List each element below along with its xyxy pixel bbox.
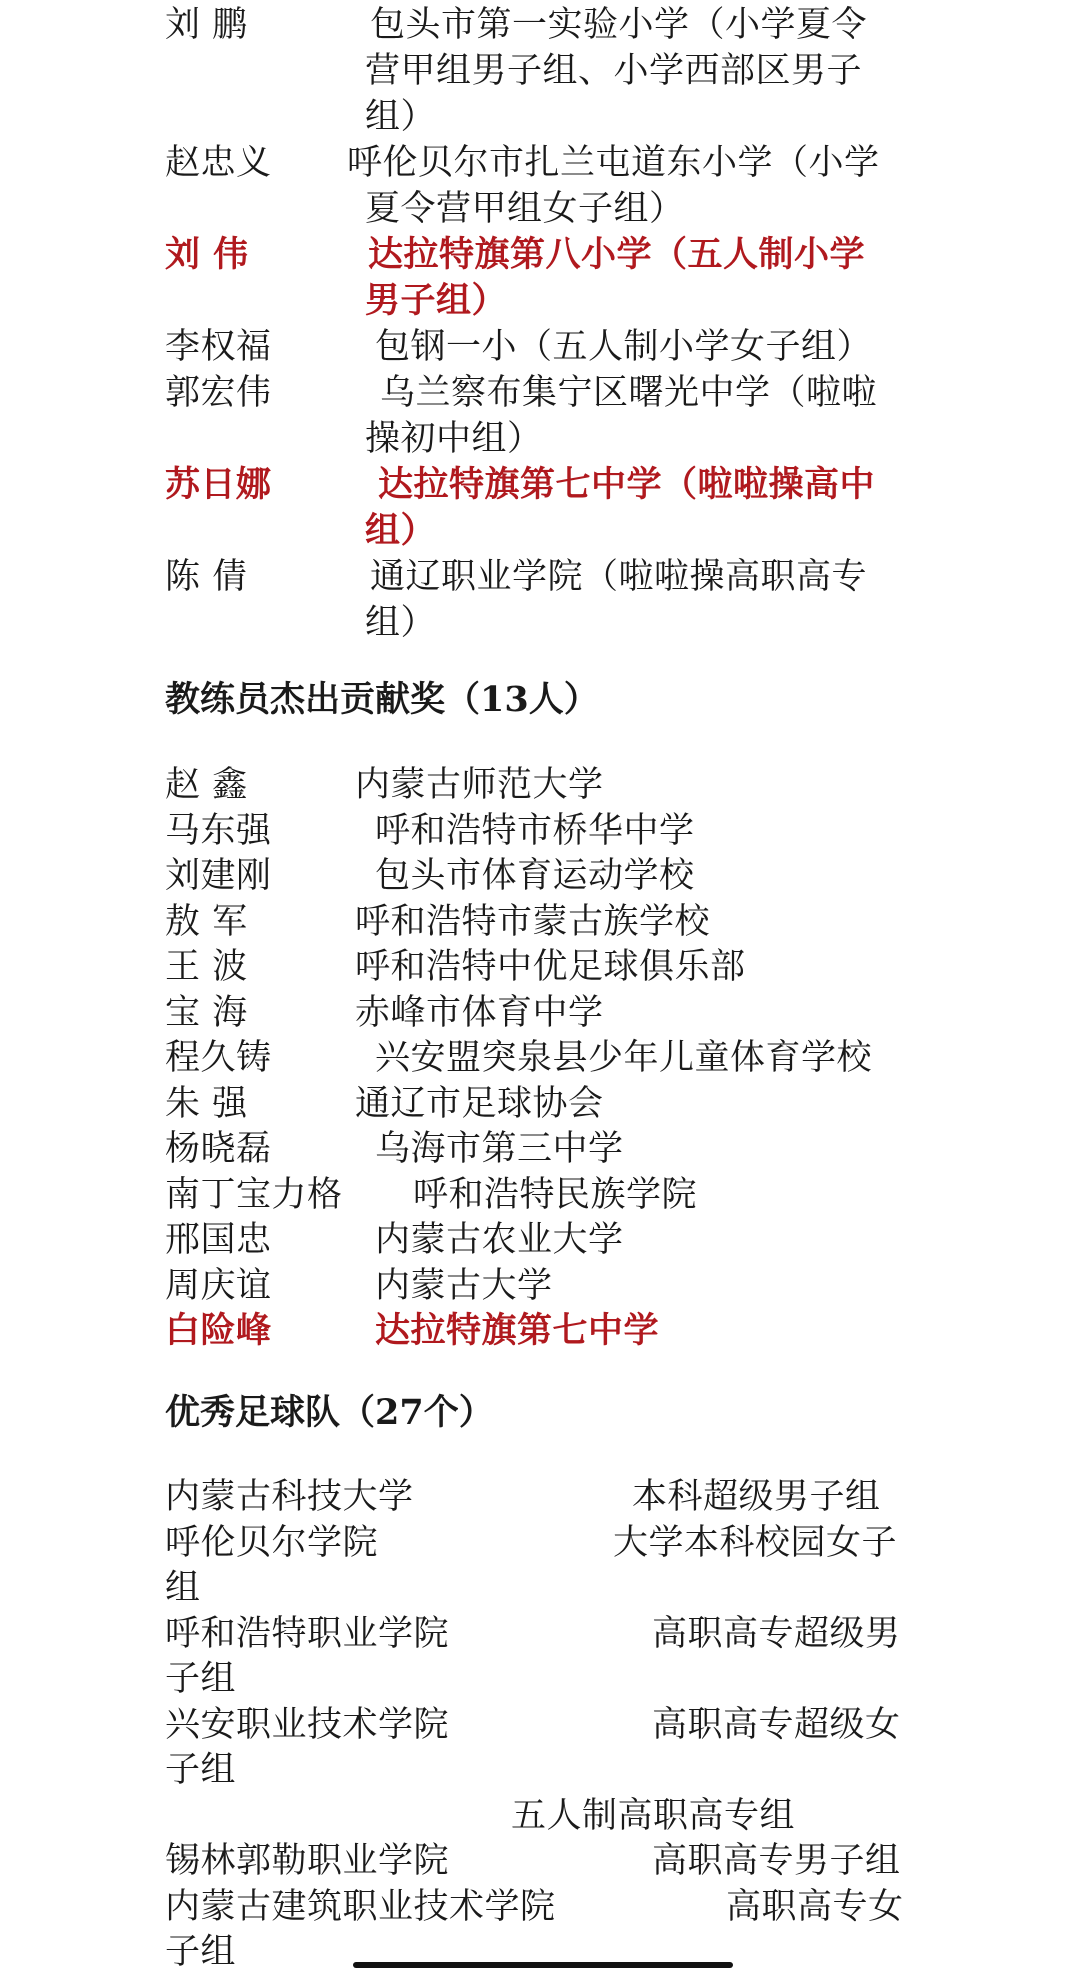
section-heading-excellent-teams: 优秀足球队（27个） bbox=[165, 1392, 494, 1433]
organization-text: 呼和浩特民族学院 bbox=[413, 1175, 698, 1215]
organization-text: 男子组） bbox=[365, 281, 508, 321]
organization-text: 兴安盟突泉县少年儿童体育学校 bbox=[375, 1038, 873, 1078]
person-name: 郭宏伟 bbox=[165, 373, 272, 413]
organization-text: 达拉特旗第八小学（五人制小学 bbox=[368, 235, 866, 275]
organization-text: 乌兰察布集宁区曙光中学（啦啦 bbox=[380, 373, 878, 413]
person-name: 赵忠义 bbox=[165, 143, 272, 183]
person-name: 白险峰 bbox=[165, 1311, 272, 1351]
person-name: 朱 强 bbox=[165, 1084, 248, 1124]
organization-text: 内蒙古大学 bbox=[375, 1266, 553, 1306]
organization-text: 营甲组男子组、小学西部区男子 bbox=[365, 51, 863, 91]
team-name: 子组 bbox=[165, 1659, 237, 1699]
organization-text: 夏令营甲组女子组） bbox=[365, 189, 685, 229]
organization-text: 通辽市足球协会 bbox=[355, 1084, 604, 1124]
organization-text: 呼伦贝尔市扎兰屯道东小学（小学 bbox=[347, 143, 880, 183]
home-indicator-bar[interactable] bbox=[353, 1962, 733, 1968]
organization-text: 内蒙古农业大学 bbox=[375, 1220, 624, 1260]
team-name: 锡林郭勒职业学院 bbox=[165, 1841, 450, 1881]
organization-text: 呼和浩特市桥华中学 bbox=[375, 811, 695, 851]
person-name: 宝 海 bbox=[165, 993, 248, 1033]
organization-text: 赤峰市体育中学 bbox=[355, 993, 604, 1033]
team-category: 高职高专超级女 bbox=[652, 1705, 901, 1745]
person-name: 陈 倩 bbox=[165, 557, 248, 597]
person-name: 马东强 bbox=[165, 811, 272, 851]
section-heading-coach-award: 教练员杰出贡献奖（13人） bbox=[165, 679, 599, 720]
team-name: 呼伦贝尔学院 bbox=[165, 1523, 379, 1563]
organization-text: 达拉特旗第七中学 bbox=[375, 1311, 660, 1351]
person-name: 王 波 bbox=[165, 947, 248, 987]
team-category: 高职高专超级男 bbox=[652, 1614, 901, 1654]
team-category: 高职高专男子组 bbox=[652, 1841, 901, 1881]
person-name: 苏日娜 bbox=[165, 465, 272, 505]
organization-text: 包钢一小（五人制小学女子组） bbox=[375, 327, 873, 367]
organization-text: 操初中组） bbox=[365, 419, 543, 459]
organization-text: 达拉特旗第七中学（啦啦操高中 bbox=[378, 465, 876, 505]
person-name: 南丁宝力格 bbox=[165, 1175, 343, 1215]
organization-text: 组） bbox=[365, 97, 437, 137]
person-name: 周庆谊 bbox=[165, 1266, 272, 1306]
organization-text: 呼和浩特中优足球俱乐部 bbox=[355, 947, 746, 987]
person-name: 刘建刚 bbox=[165, 856, 272, 896]
organization-text: 呼和浩特市蒙古族学校 bbox=[355, 902, 711, 942]
organization-text: 组） bbox=[365, 603, 437, 643]
organization-text: 内蒙古师范大学 bbox=[355, 765, 604, 805]
team-category: 高职高专女 bbox=[726, 1887, 904, 1927]
person-name: 程久铸 bbox=[165, 1038, 272, 1078]
person-name: 刘 鹏 bbox=[165, 5, 248, 45]
team-name: 子组 bbox=[165, 1750, 237, 1790]
team-name: 兴安职业技术学院 bbox=[165, 1705, 450, 1745]
organization-text: 乌海市第三中学 bbox=[375, 1129, 624, 1169]
team-name: 内蒙古科技大学 bbox=[165, 1477, 414, 1517]
person-name: 邢国忠 bbox=[165, 1220, 272, 1260]
team-name: 组 bbox=[165, 1568, 201, 1608]
organization-text: 包头市体育运动学校 bbox=[375, 856, 695, 896]
organization-text: 包头市第一实验小学（小学夏令 bbox=[370, 5, 868, 45]
organization-text: 组） bbox=[365, 511, 437, 551]
person-name: 李权福 bbox=[165, 327, 272, 367]
team-name: 内蒙古建筑职业技术学院 bbox=[165, 1887, 556, 1927]
person-name: 赵 鑫 bbox=[165, 765, 248, 805]
team-name: 呼和浩特职业学院 bbox=[165, 1614, 450, 1654]
team-name: 子组 bbox=[165, 1932, 237, 1972]
team-category: 大学本科校园女子 bbox=[613, 1523, 898, 1563]
team-category: 本科超级男子组 bbox=[632, 1477, 881, 1517]
person-name: 刘 伟 bbox=[165, 235, 249, 275]
organization-text: 通辽职业学院（啦啦操高职高专 bbox=[370, 557, 868, 597]
person-name: 敖 军 bbox=[165, 902, 248, 942]
person-name: 杨晓磊 bbox=[165, 1129, 272, 1169]
team-category: 五人制高职高专组 bbox=[511, 1796, 796, 1836]
